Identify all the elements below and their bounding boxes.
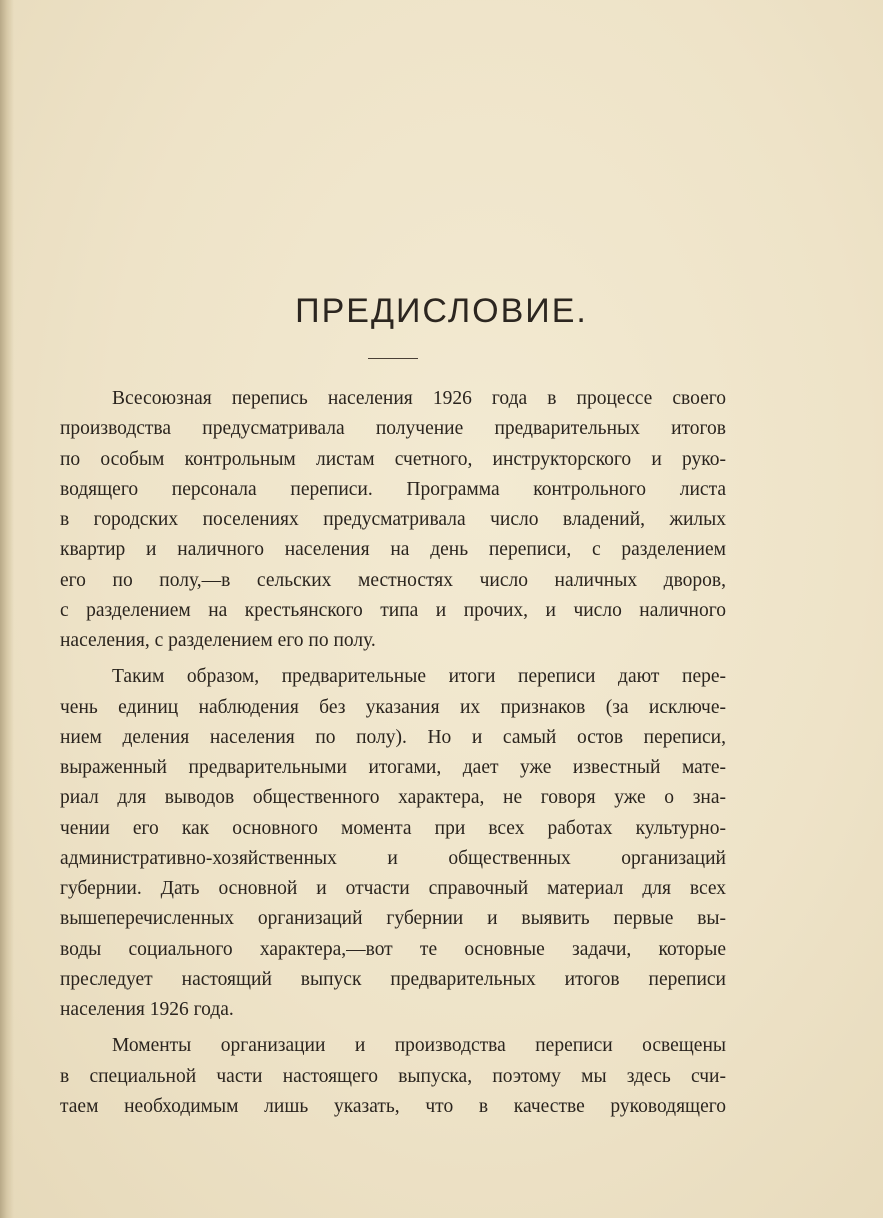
text-line: Таким образом, предварительные итоги переписи дают пере-	[112, 666, 726, 688]
text-line: с разделением на крестьянского типа и прочих, и число наличного	[60, 599, 726, 621]
text-line: производства предусматривала получение предварительных итогов	[60, 418, 726, 440]
text-line: Моменты организации и производства переписи освещены	[112, 1035, 726, 1057]
text-line: выраженный предварительными итогами, дает уже известный мате-	[60, 757, 726, 778]
paragraph-1	[60, 384, 726, 656]
text-line: чень единиц наблюдения без указания их признаков (за исключе-	[60, 696, 726, 718]
text-line: административно-хозяйственных и общественных организаций	[60, 847, 726, 869]
text-line: вышеперечисленных организаций губернии и выявить первые вы-	[60, 908, 726, 930]
text-line: в специальной части настоящего выпуска, поэтому мы здесь счи-	[60, 1065, 726, 1087]
text-line: в городских поселениях предусматривала число владений, жилых	[60, 509, 726, 530]
text-line: населения 1926 года.	[60, 999, 234, 1020]
text-line: чении его как основного момента при всех работах культурно-	[60, 817, 726, 839]
paragraph-3	[60, 1031, 726, 1122]
text-line: водящего персонала переписи. Программа контрольного листа	[60, 478, 726, 500]
text-line: квартир и наличного населения на день переписи, с разделением	[60, 539, 726, 561]
text-line: Всесоюзная перепись населения 1926 года в процессе своего	[112, 388, 726, 409]
paragraph-2	[60, 662, 726, 1025]
text-line: его по полу,—в сельских местностях число наличных дворов,	[60, 569, 726, 591]
text-line: по особым контрольным листам счетного, инструкторского и руко-	[60, 448, 726, 470]
text-line: населения, с разделением его по полу.	[60, 630, 376, 651]
text-line: нием деления населения по полу). Но и самый остов переписи,	[60, 726, 726, 748]
text-line: губернии. Дать основной и отчасти справочный материал для всех	[60, 878, 726, 899]
text-line: таем необходимым лишь указать, что в качестве руководящего	[60, 1095, 726, 1117]
body-text	[60, 384, 726, 1128]
title-divider	[368, 358, 418, 359]
page-title: ПРЕДИСЛОВИЕ.	[295, 292, 588, 330]
text-line: воды социального характера,—вот те основные задачи, которые	[60, 938, 726, 960]
text-line: преследует настоящий выпуск предварительных итогов переписи	[60, 968, 726, 990]
text-line: риал для выводов общественного характера, не говоря уже о зна-	[60, 787, 726, 809]
